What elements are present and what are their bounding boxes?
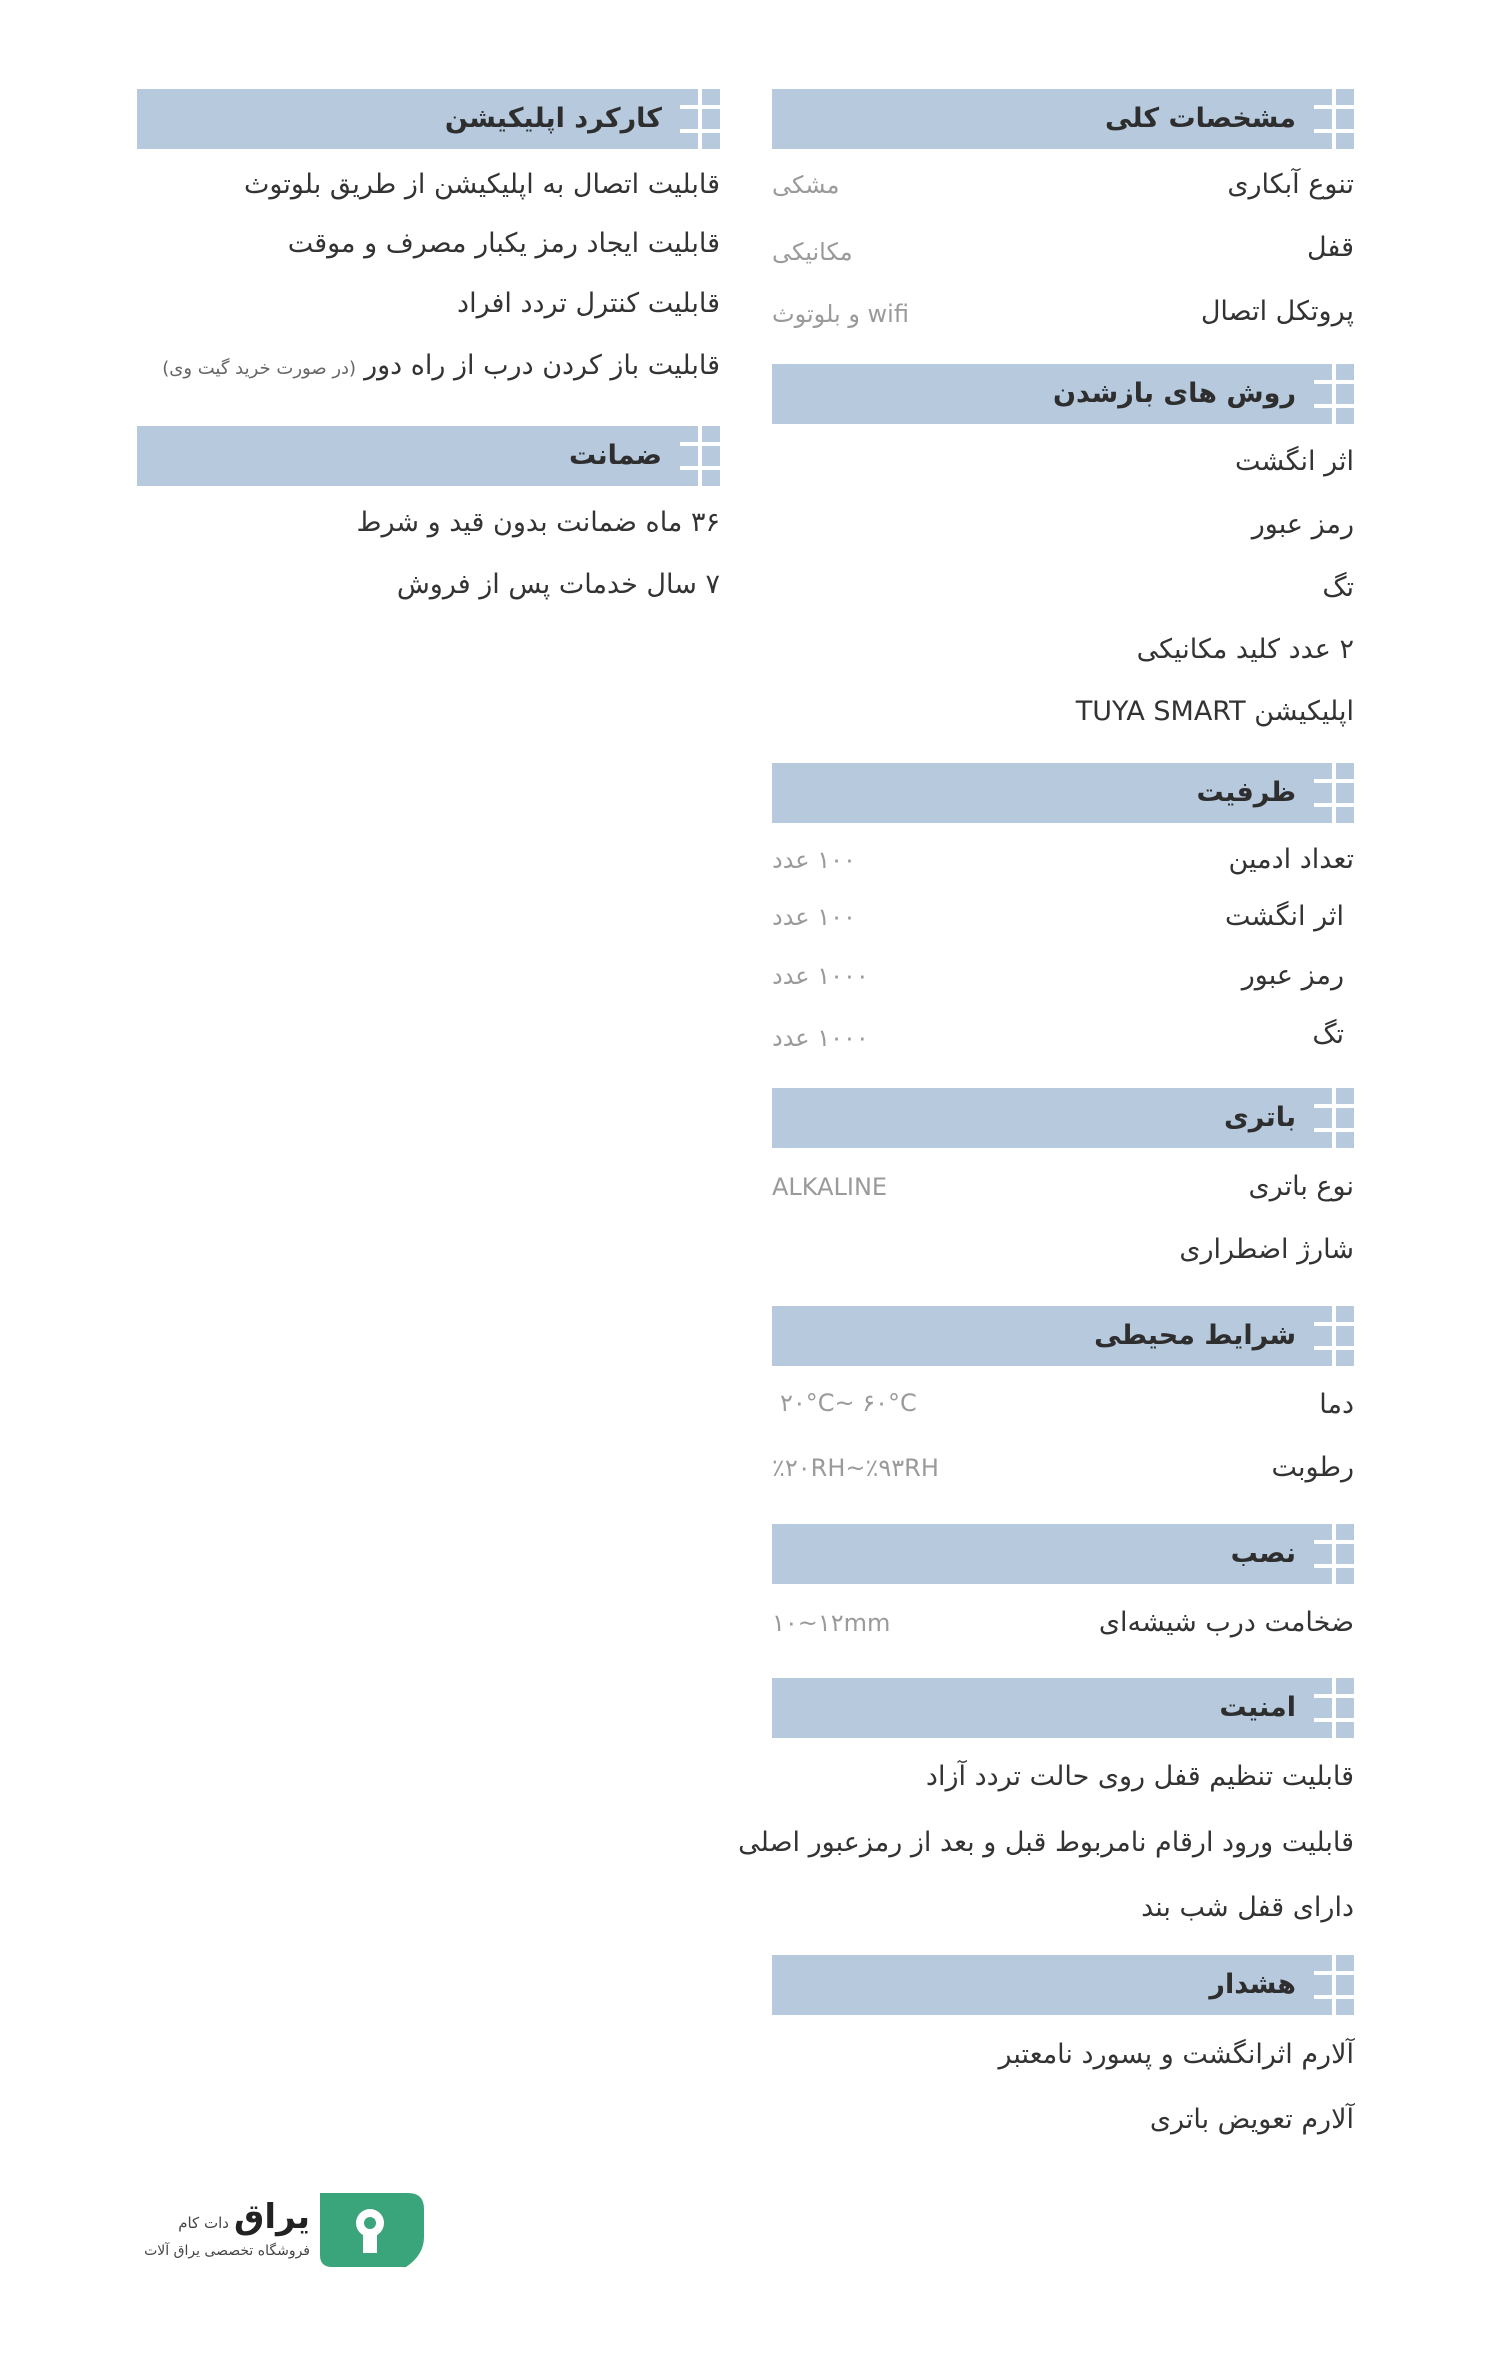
section-header-security [772, 1678, 1354, 1738]
list-item: قابلیت ورود ارقام نامربوط قبل و بعد از رمزعبور اصلی [738, 1827, 1354, 1858]
spec-value: مکانیکی [772, 238, 853, 266]
list-item-note: (در صورت خرید گیت وی) [162, 358, 357, 379]
spec-label: تنوع آبکاری [1227, 169, 1354, 200]
brand-logo [108, 2185, 428, 2275]
list-item: ۲ عدد کلید مکانیکی [1136, 634, 1354, 665]
section-header-capacity [772, 763, 1354, 823]
spec-label: دما [1319, 1389, 1354, 1420]
section-header-warranty [137, 426, 720, 486]
section-title: ظرفیت [1196, 777, 1296, 808]
section-title: باتری [1224, 1102, 1296, 1133]
section-title: امنیت [1219, 1692, 1296, 1723]
spec-label: تعداد ادمین [1228, 844, 1354, 875]
section-header-install [772, 1524, 1354, 1584]
list-item: رمز عبور [1251, 509, 1354, 540]
list-item: آلارم اثرانگشت و پسورد نامعتبر [998, 2039, 1354, 2070]
spec-value: ۱۰۰۰ عدد [772, 962, 869, 990]
section-header-unlock [772, 364, 1354, 424]
spec-value: ۲۰°C~ ۶۰°C [780, 1389, 917, 1417]
section-title: ضمانت [568, 440, 662, 471]
spec-label: رطوبت [1271, 1452, 1354, 1483]
spec-value: ۱۰~۱۲mm [772, 1609, 891, 1637]
list-item: ۷ سال خدمات پس از فروش [396, 569, 720, 600]
section-header-battery [772, 1088, 1354, 1148]
list-item: تگ [1322, 572, 1354, 603]
list-item: اثر انگشت [1234, 446, 1354, 477]
spec-label: ضخامت درب شیشه‌ای [1098, 1607, 1354, 1638]
spec-label: تگ [1312, 1019, 1344, 1050]
list-item: دارای قفل شب بند [1141, 1892, 1354, 1923]
spec-value: wifi و بلوتوث [772, 300, 909, 328]
list-item: آلارم تعویض باتری [1149, 2104, 1354, 2135]
logo-brand: یراق [234, 2197, 310, 2237]
spec-value: مشکی [772, 171, 840, 199]
spec-label: پروتکل اتصال [1200, 296, 1354, 327]
list-item: اپلیکیشن TUYA SMART [1075, 696, 1354, 727]
section-title: کارکرد اپلیکیشن [444, 103, 662, 134]
spec-label: رمز عبور [1241, 960, 1344, 991]
section-header-general [772, 89, 1354, 149]
spec-value: ALKALINE [772, 1173, 888, 1201]
section-title: مشخصات کلی [1105, 103, 1296, 134]
logo-suffix: دات کام [178, 2214, 229, 2232]
list-item: قابلیت ایجاد رمز یکبار مصرف و موقت [287, 228, 720, 259]
spec-label: قفل [1306, 232, 1354, 263]
list-item: قابلیت کنترل تردد افراد [457, 288, 720, 319]
spec-label: شارژ اضطراری [1179, 1234, 1354, 1265]
section-header-app [137, 89, 720, 149]
spec-value: ۱۰۰ عدد [772, 846, 856, 874]
spec-value: ۱۰۰۰ عدد [772, 1024, 869, 1052]
spec-value: ۱۰۰ عدد [772, 903, 856, 931]
section-title: روش های بازشدن [1053, 378, 1296, 409]
logo-tagline: فروشگاه تخصصی یراق آلات [144, 2243, 310, 2259]
list-item: قابلیت تنظیم قفل روی حالت تردد آزاد [925, 1761, 1354, 1792]
section-header-warning [772, 1955, 1354, 2015]
section-header-environment [772, 1306, 1354, 1366]
spec-label: نوع باتری [1248, 1171, 1354, 1202]
list-item: ۳۶ ماه ضمانت بدون قید و شرط [356, 507, 720, 538]
section-title: نصب [1230, 1538, 1296, 1569]
list-item: قابلیت اتصال به اپلیکیشن از طریق بلوتوث [243, 169, 720, 200]
list-item-text: قابلیت باز کردن درب از راه دور [364, 350, 720, 381]
list-item [162, 346, 720, 389]
section-title: شرایط محیطی [1094, 1320, 1296, 1351]
spec-label: اثر انگشت [1224, 901, 1344, 932]
section-title: هشدار [1209, 1969, 1296, 2000]
spec-value: ٪۲۰RH~٪۹۳RH [772, 1454, 939, 1482]
